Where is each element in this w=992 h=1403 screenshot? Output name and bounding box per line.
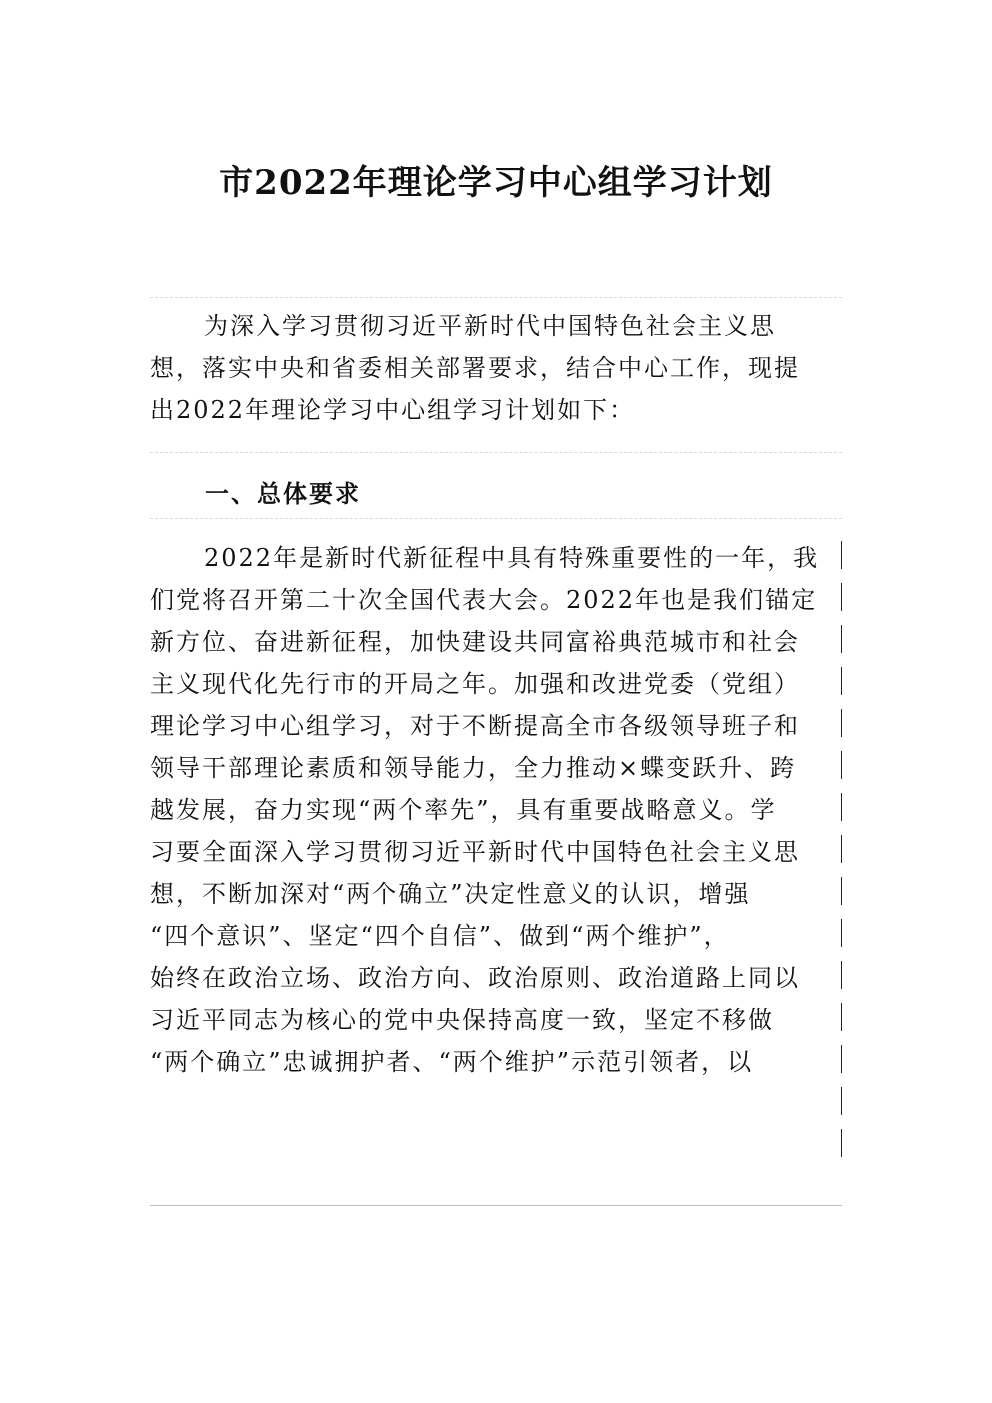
line-end-marker [841, 667, 842, 695]
line-end-marker [841, 1087, 842, 1115]
line-end-marker [841, 835, 842, 863]
body-line: 越发展，奋力实现“两个率先”，具有重要战略意义。学 [150, 796, 777, 824]
line-end-marker [841, 751, 842, 779]
line-end-marker [841, 877, 842, 905]
line-end-marker [841, 1003, 842, 1031]
body-line: 领导干部理论素质和领导能力，全力推动×蝶变跃升、跨 [150, 754, 797, 782]
intro-paragraph [150, 305, 840, 431]
body-line: “四个意识”、坚定“四个自信”、做到“两个维护”， [150, 922, 730, 950]
document-title: 市2022年理论学习中心组学习计划 [219, 163, 773, 203]
body-line: 新方位、奋进新征程，加快建设共同富裕典范城市和社会 [150, 628, 800, 656]
line-end-marker [841, 1129, 842, 1157]
line-end-marker [841, 961, 842, 989]
intro-line: 为深入学习贯彻习近平新时代中国特色社会主义思 [204, 312, 776, 340]
body-line: 习近平同志为核心的党中央保持高度一致，坚定不移做 [150, 1006, 774, 1034]
intro-line: 想，落实中央和省委相关部署要求，结合中心工作，现提 [150, 354, 800, 382]
section-heading: 一、总体要求 [205, 479, 361, 508]
body-line: 习要全面深入学习贯彻习近平新时代中国特色社会主义思 [150, 838, 800, 866]
line-end-marker [841, 625, 842, 653]
body-line: “两个确立”忠诚拥护者、“两个维护”示范引领者，以 [150, 1048, 754, 1076]
body-bottom-rule [150, 1205, 842, 1206]
line-end-markers [841, 541, 843, 1201]
line-end-marker [841, 919, 842, 947]
body-line: 主义现代化先行市的开局之年。加强和改进党委（党组） [150, 670, 800, 698]
line-end-marker [841, 1045, 842, 1073]
body-paragraph [150, 537, 840, 1083]
heading-bottom-rule [150, 518, 842, 519]
line-end-marker [841, 793, 842, 821]
intro-top-rule [150, 297, 842, 298]
body-line: 2022年是新时代新征程中具有特殊重要性的一年，我 [204, 544, 820, 572]
body-line: 始终在政治立场、政治方向、政治原则、政治道路上同以 [150, 964, 800, 992]
line-end-marker [841, 541, 842, 569]
body-line: 们党将召开第二十次全国代表大会。2022年也是我们锚定 [150, 586, 818, 614]
line-end-marker [841, 583, 842, 611]
line-end-marker [841, 709, 842, 737]
intro-line: 出2022年理论学习中心组学习计划如下： [150, 396, 636, 424]
intro-bottom-rule [150, 452, 842, 453]
body-line: 想，不断加深对“两个确立”决定性意义的认识，增强 [150, 880, 751, 908]
body-line: 理论学习中心组学习，对于不断提高全市各级领导班子和 [150, 712, 800, 740]
